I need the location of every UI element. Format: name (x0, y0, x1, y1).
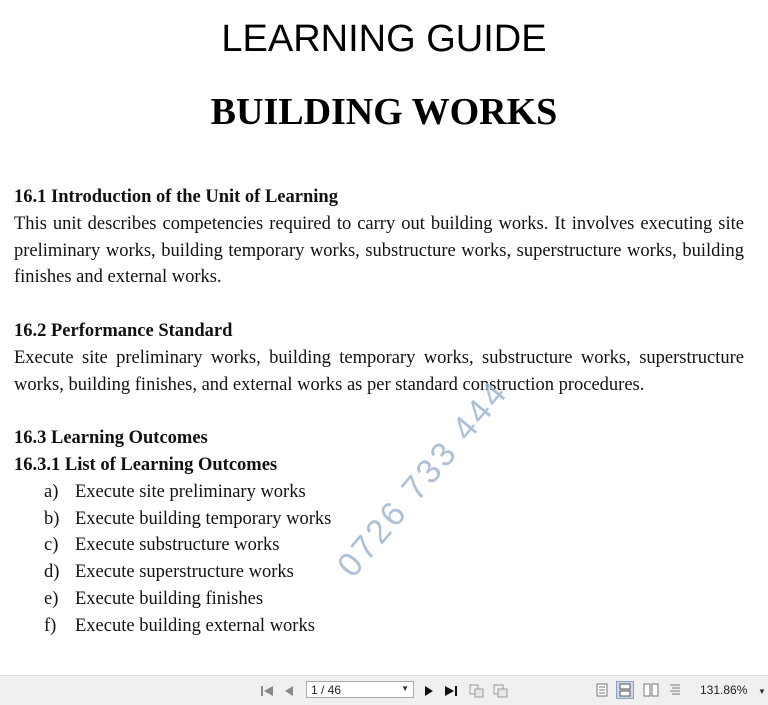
phone-watermark: 0726 733 444 (330, 373, 516, 585)
outline-view-icon[interactable] (666, 681, 684, 699)
section-heading-16-3: 16.3 Learning Outcomes (14, 428, 208, 449)
page-indicator: 1 / 46 (311, 682, 342, 697)
list-marker: f) (44, 615, 57, 636)
section-heading-16-2: 16.2 Performance Standard (14, 320, 233, 341)
list-marker: d) (44, 562, 60, 583)
two-page-view-icon[interactable] (642, 681, 660, 699)
list-item-text: Execute building finishes (75, 588, 264, 609)
single-page-view-icon[interactable] (593, 681, 611, 699)
section-text-16-2: Execute site preliminary works, building temporary works, substructure works, superstructure works, building finishes, and external works as per standard construction procedures. (14, 347, 744, 395)
prev-page-icon[interactable] (281, 682, 297, 699)
list-item (14, 586, 744, 613)
list-item-text: Execute superstructure works (75, 562, 294, 583)
document-body (14, 184, 744, 640)
list-marker: e) (44, 588, 59, 609)
list-marker: a) (44, 481, 59, 502)
next-page-icon[interactable] (421, 682, 437, 699)
zoom-level[interactable]: 131.86% (700, 683, 748, 697)
page-number-select[interactable] (306, 681, 414, 698)
list-item-text: Execute building temporary works (75, 508, 332, 529)
list-marker: c) (44, 535, 59, 556)
list-item (14, 559, 744, 586)
first-page-icon[interactable] (258, 682, 276, 699)
list-item (14, 613, 744, 640)
continuous-view-icon[interactable] (616, 681, 634, 699)
last-page-icon[interactable] (442, 682, 460, 699)
list-item-text: Execute substructure works (75, 535, 280, 556)
section-text-16-1: This unit describes competencies required to carry out building works. It involves executing site preliminary works, building temporary works, substructure works, superstructure works, building finishes and external works. (14, 213, 744, 288)
chevron-down-icon: ▼ (401, 684, 409, 693)
list-marker: b) (44, 508, 60, 529)
zoom-chevron-down-icon[interactable]: ▼ (758, 687, 766, 696)
unit-title: BUILDING WORKS (210, 91, 558, 133)
list-item-text: Execute building external works (75, 615, 315, 636)
viewer-toolbar (0, 675, 768, 705)
rotate-icon[interactable] (468, 682, 486, 699)
section-heading-16-1: 16.1 Introduction of the Unit of Learning (14, 187, 338, 207)
fit-icon[interactable] (492, 682, 510, 699)
subsection-heading-16-3-1: 16.3.1 List of Learning Outcomes (14, 454, 278, 475)
list-item-text: Execute site preliminary works (75, 481, 306, 502)
guide-title: LEARNING GUIDE (221, 18, 547, 60)
